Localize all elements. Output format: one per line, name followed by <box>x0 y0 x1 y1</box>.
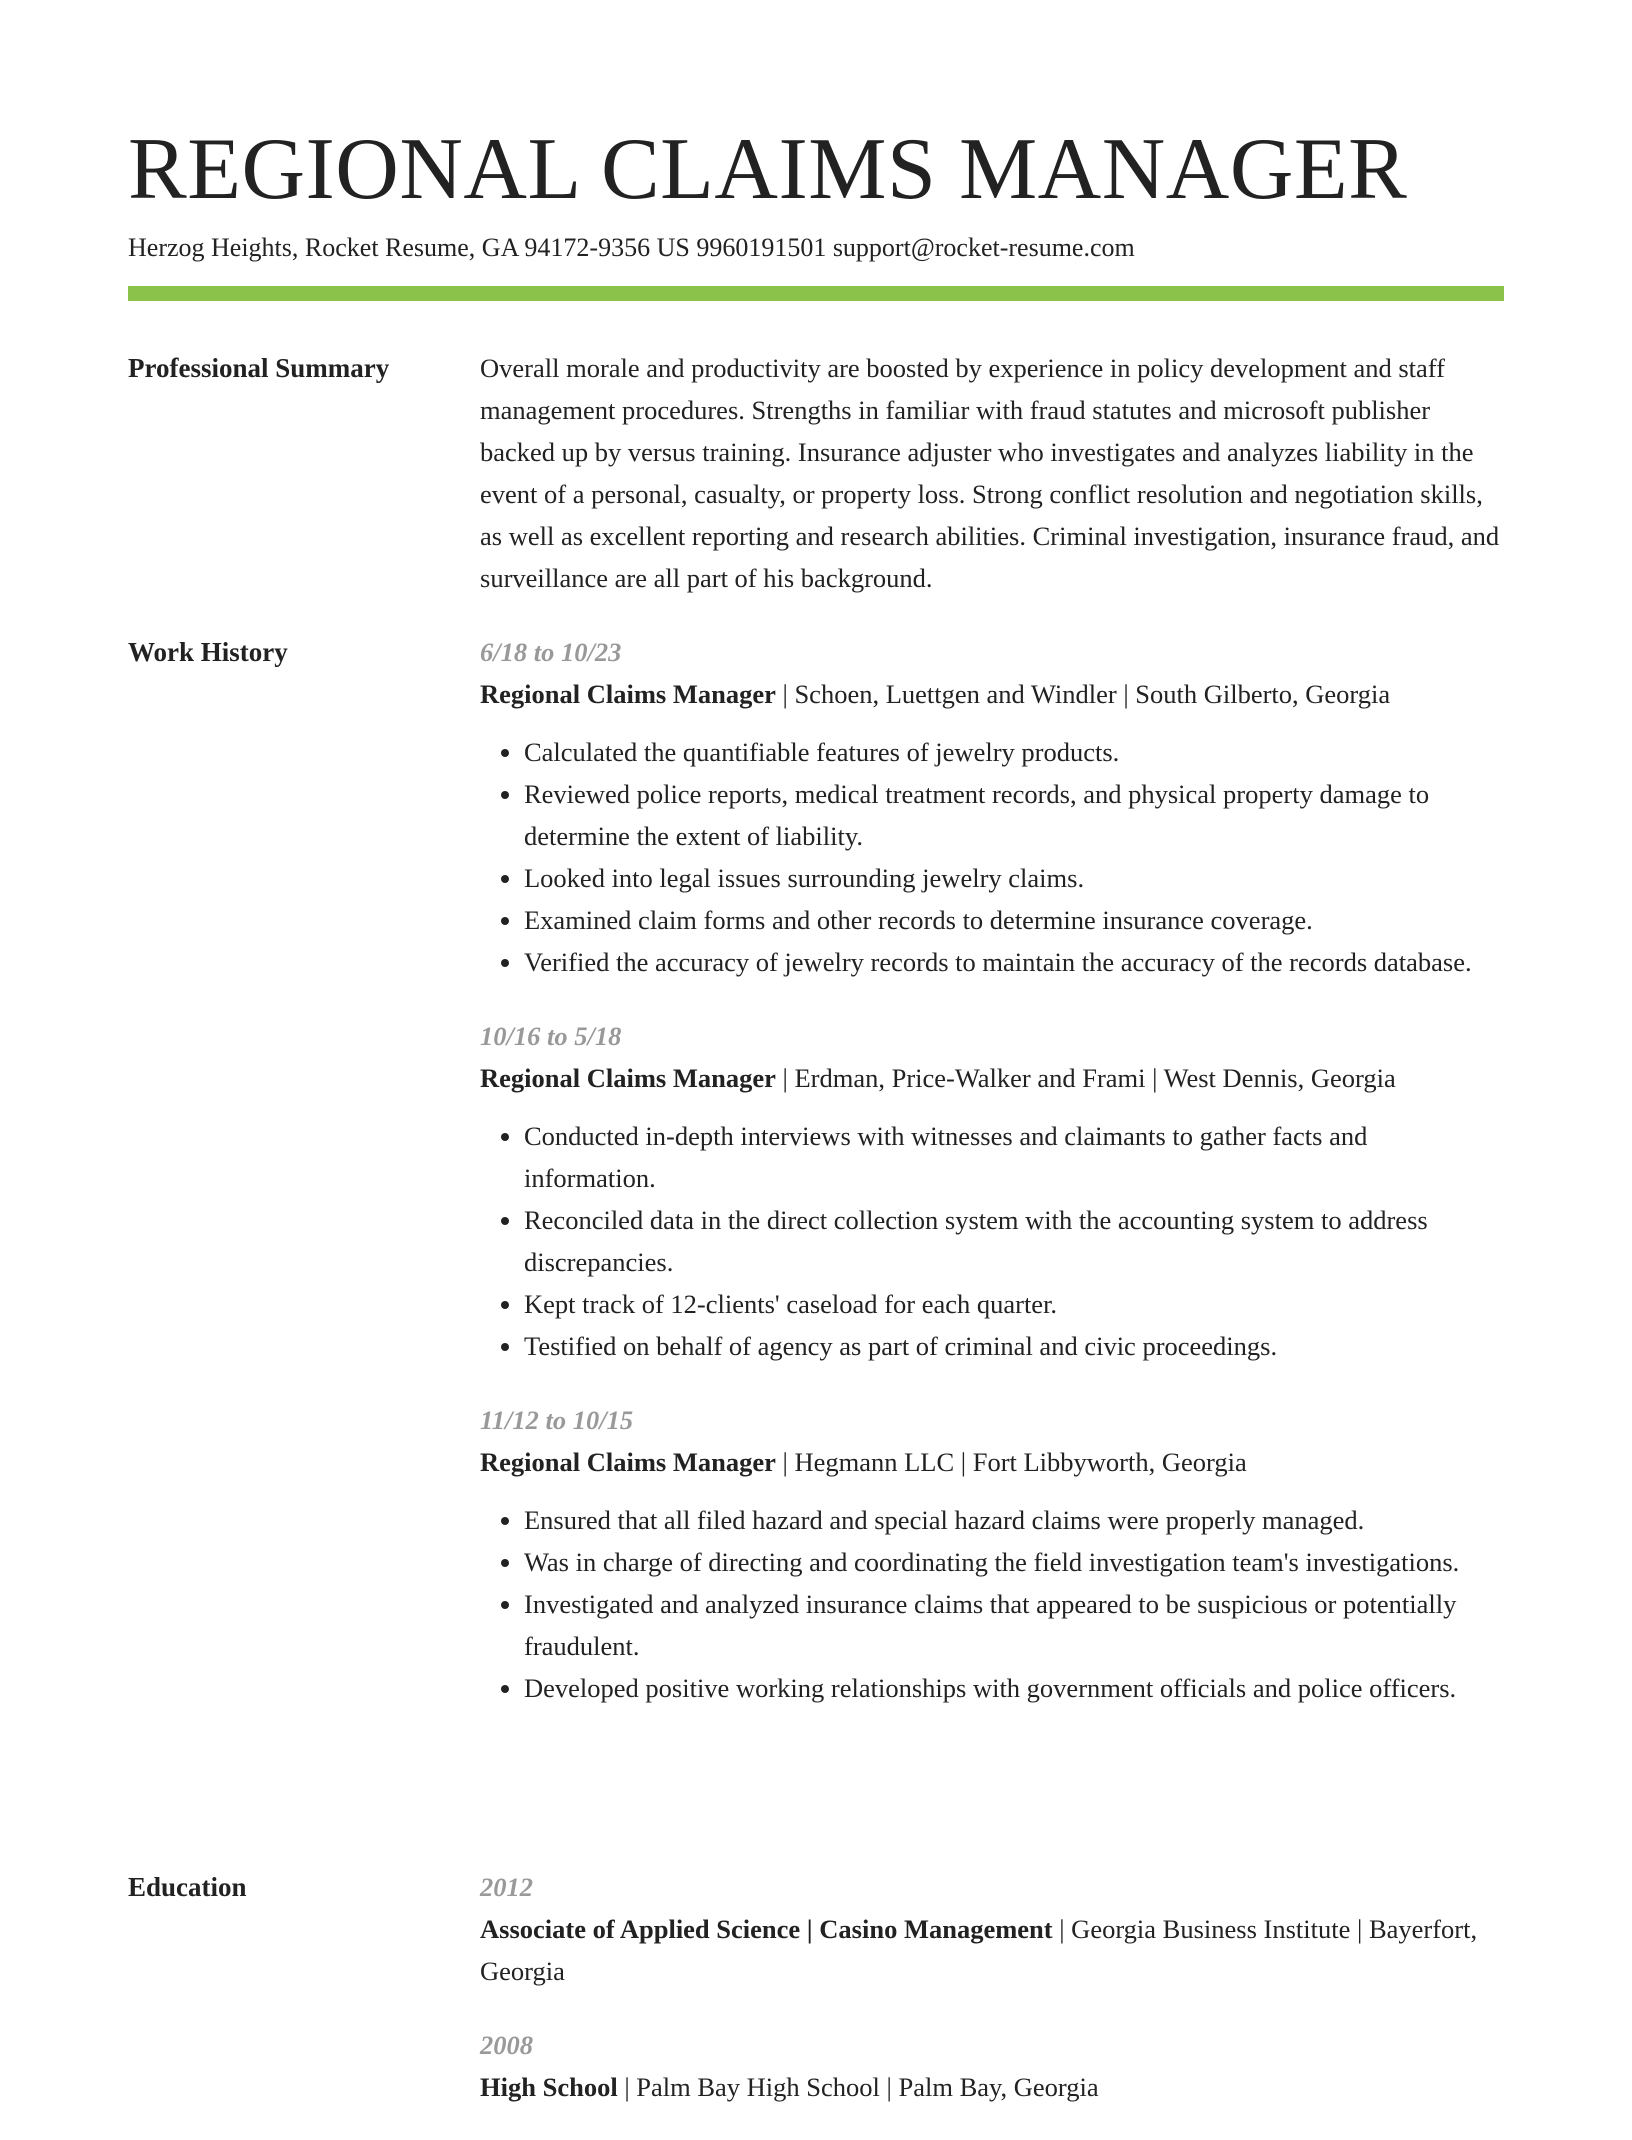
education-entry <box>480 1866 1504 1992</box>
list-item: • Ensured that all filed hazard and special hazard claims were properly managed. <box>524 1499 1504 1541</box>
job-heading <box>480 673 1504 715</box>
summary-heading: Professional Summary <box>128 353 390 383</box>
job-dates: 10/16 to 5/18 <box>480 1021 622 1051</box>
list-item: • Reviewed police reports, medical treatment records, and physical property damage to determine the extent of liability. <box>524 773 1504 857</box>
job-entry <box>480 1015 1504 1367</box>
resume-title: REGIONAL CLAIMS MANAGER <box>128 121 1408 218</box>
job-dates: 11/12 to 10/15 <box>480 1405 634 1435</box>
list-item: • Investigated and analyzed insurance claims that appeared to be suspicious or potentially fraudulent. <box>524 1583 1504 1667</box>
job-dates: 6/18 to 10/23 <box>480 637 622 667</box>
job-details: | Erdman, Price-Walker and Frami | West Dennis, Georgia <box>775 1063 1396 1093</box>
education-degree: Associate of Applied Science | Casino Management <box>480 1914 1053 1944</box>
contact-line: Herzog Heights, Rocket Resume, GA 94172-9356 US 9960191501 support@rocket-resume.com <box>128 233 1135 262</box>
education-heading-line <box>480 2066 1504 2108</box>
list-item: • Was in charge of directing and coordinating the field investigation team's investigations. <box>524 1541 1504 1583</box>
job-bullets <box>480 1499 1504 1709</box>
job-details: | Schoen, Luettgen and Windler | South Gilberto, Georgia <box>775 679 1391 709</box>
job-details: | Hegmann LLC | Fort Libbyworth, Georgia <box>775 1447 1247 1477</box>
job-heading <box>480 1057 1504 1099</box>
list-item: • Testified on behalf of agency as part of criminal and civic proceedings. <box>524 1325 1504 1367</box>
list-item: • Verified the accuracy of jewelry records to maintain the accuracy of the records database. <box>524 941 1504 983</box>
summary-section <box>480 347 1504 599</box>
job-bullets <box>480 1115 1504 1367</box>
list-item: • Calculated the quantifiable features of jewelry products. <box>524 731 1504 773</box>
summary-text: Overall morale and productivity are boosted by experience in policy development and staff management procedures. Strengths in familiar with fraud statutes and microsoft publisher backed up by versus training. Insurance adjuster who investigates and analyzes liability in the event of a personal, casualty, or property loss. Strong conflict resolution and negotiation skills, as well as excellent reporting and research abilities. Criminal investigation, insurance fraud, and surveillance are all part of his background. <box>480 353 1500 593</box>
education-year: 2008 <box>480 2030 533 2060</box>
education-heading: Education <box>128 1872 247 1902</box>
education-year: 2012 <box>480 1872 533 1902</box>
education-heading-line <box>480 1908 1504 1992</box>
education-section <box>480 1866 1504 2140</box>
education-degree: High School <box>480 2072 618 2102</box>
list-item: • Looked into legal issues surrounding jewelry claims. <box>524 857 1504 899</box>
list-item: • Conducted in-depth interviews with witnesses and claimants to gather facts and information. <box>524 1115 1504 1199</box>
education-entry <box>480 2024 1504 2108</box>
work-history-section <box>480 631 1504 1741</box>
job-heading <box>480 1441 1504 1483</box>
work-history-heading: Work History <box>128 637 288 667</box>
list-item: • Kept track of 12-clients' caseload for each quarter. <box>524 1283 1504 1325</box>
job-title: Regional Claims Manager <box>480 679 776 709</box>
education-details: | Georgia Business Institute | Bayerfort, Georgia <box>480 1914 1478 1986</box>
job-entry <box>480 1399 1504 1709</box>
list-item: • Developed positive working relationships with government officials and police officers. <box>524 1667 1504 1709</box>
job-entry <box>480 631 1504 983</box>
job-title: Regional Claims Manager <box>480 1447 776 1477</box>
accent-divider <box>128 286 1504 301</box>
job-bullets <box>480 731 1504 983</box>
education-details: | Palm Bay High School | Palm Bay, Georgia <box>617 2072 1099 2102</box>
job-title: Regional Claims Manager <box>480 1063 776 1093</box>
list-item: • Examined claim forms and other records to determine insurance coverage. <box>524 899 1504 941</box>
list-item: • Reconciled data in the direct collection system with the accounting system to address discrepancies. <box>524 1199 1504 1283</box>
